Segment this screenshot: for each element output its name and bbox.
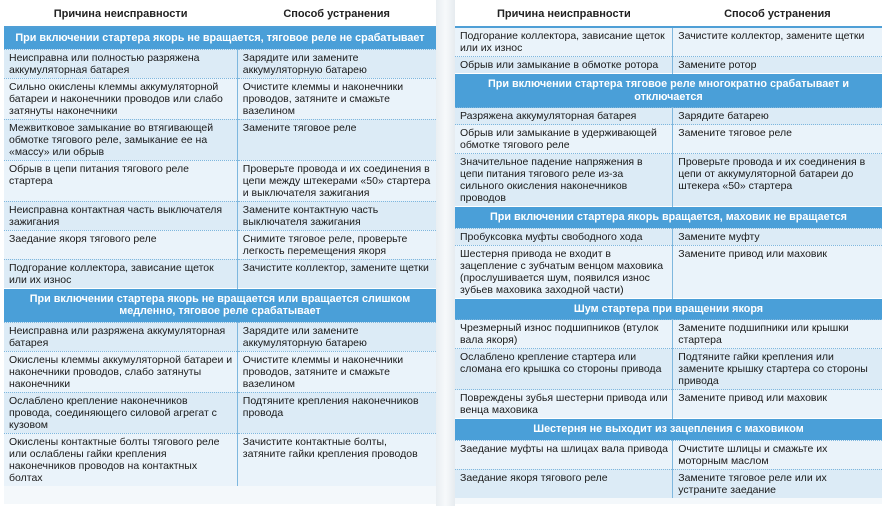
table-row — [4, 201, 436, 230]
cause-cell: Неисправна или разряжена аккумуляторная батарея — [4, 322, 237, 351]
table-row — [4, 49, 436, 78]
page-gutter — [436, 0, 455, 506]
header-cause: Причина неисправности — [455, 4, 673, 27]
table-row — [455, 125, 882, 154]
remedy-cell: Замените тяговое реле или их устраните заедание — [673, 469, 882, 498]
cause-cell: Повреждены зубья шестерни привода или венца маховика — [455, 390, 673, 419]
remedy-cell: Замените ротор — [673, 57, 882, 74]
cause-cell: Заедание якоря тягового реле — [455, 469, 673, 498]
left-troubleshooting-table — [4, 4, 436, 486]
cause-cell: Заедание муфты на шлицах вала привода — [455, 440, 673, 469]
remedy-cell: Замените тяговое реле — [673, 125, 882, 154]
remedy-cell: Зарядите или замените аккумуляторную батарею — [237, 322, 436, 351]
remedy-cell: Замените тяговое реле — [237, 119, 436, 160]
table-row — [4, 160, 436, 201]
cause-cell: Шестерня привода не входит в зацепление с зубчатым венцом маховика (прослушивается шум, появился износ зубьев маховика заходной части) — [455, 245, 673, 298]
header-remedy: Способ устранения — [673, 4, 882, 27]
section-title: Шум стартера при вращении якоря — [455, 298, 882, 320]
remedy-cell: Подтяните крепления наконечников провода — [237, 392, 436, 433]
table-row — [4, 78, 436, 119]
header-cause: Причина неисправности — [4, 4, 237, 27]
remedy-cell: Очистите клеммы и наконечники проводов, затяните и смажьте вазелином — [237, 78, 436, 119]
remedy-cell: Очистите клеммы и наконечники проводов, затяните и смажьте вазелином — [237, 351, 436, 392]
section-title: При включении стартера якорь не вращается, тяговое реле не срабатывает — [4, 27, 436, 49]
remedy-cell: Проверьте провода и их соединения в цепи между штекерами «50» стартера и выключателя зажигания — [237, 160, 436, 201]
table-row — [455, 469, 882, 498]
cause-cell: Подгорание коллектора, зависание щеток или их износ — [4, 259, 237, 288]
remedy-cell: Очистите шлицы и смажьте их моторным маслом — [673, 440, 882, 469]
right-table-panel — [455, 4, 882, 504]
section-heading — [455, 419, 882, 441]
table-row — [4, 392, 436, 433]
cause-cell: Пробуксовка муфты свободного хода — [455, 228, 673, 245]
section-heading — [455, 207, 882, 229]
cause-cell: Ослаблено крепление наконечников провода, соединяющего силовой агрегат с кузовом — [4, 392, 237, 433]
cause-cell: Заедание якоря тягового реле — [4, 230, 237, 259]
table-row — [455, 108, 882, 125]
cause-cell: Окислены контактные болты тягового реле или ослаблены гайки крепления наконечников проводов на контактных болтах — [4, 433, 237, 486]
section-title: Шестерня не выходит из зацепления с маховиком — [455, 419, 882, 441]
remedy-cell: Замените контактную часть выключателя зажигания — [237, 201, 436, 230]
table-row — [455, 154, 882, 207]
remedy-cell: Замените подшипники или крышки стартера — [673, 320, 882, 349]
cause-cell: Ослаблено крепление стартера или сломана его крышка со стороны привода — [455, 349, 673, 390]
remedy-cell: Зачистите коллектор, замените щетки — [673, 27, 882, 57]
table-row — [4, 230, 436, 259]
remedy-cell: Проверьте провода и их соединения в цепи от аккумуляторной батареи до штекера «50» стартера — [673, 154, 882, 207]
table-row — [4, 433, 436, 486]
cause-cell: Окислены клеммы аккумуляторной батареи и наконечники проводов, слабо затянуты наконечники — [4, 351, 237, 392]
remedy-cell: Зарядите батарею — [673, 108, 882, 125]
cause-cell: Разряжена аккумуляторная батарея — [455, 108, 673, 125]
table-row — [455, 27, 882, 57]
left-table-panel — [4, 4, 436, 504]
section-title: При включении стартера якорь вращается, маховик не вращается — [455, 207, 882, 229]
section-heading — [4, 288, 436, 322]
remedy-cell: Замените привод или маховик — [673, 245, 882, 298]
section-heading — [455, 298, 882, 320]
cause-cell: Подгорание коллектора, зависание щеток или их износ — [455, 27, 673, 57]
table-row — [4, 119, 436, 160]
cause-cell: Чрезмерный износ подшипников (втулок вала якоря) — [455, 320, 673, 349]
section-heading — [4, 27, 436, 49]
table-row — [4, 351, 436, 392]
remedy-cell: Подтяните гайки крепления или замените крышку стартера со стороны привода — [673, 349, 882, 390]
table-row — [455, 57, 882, 74]
remedy-cell: Зарядите или замените аккумуляторную батарею — [237, 49, 436, 78]
table-row — [455, 440, 882, 469]
table-row — [455, 228, 882, 245]
table-row — [455, 245, 882, 298]
section-title: При включении стартера якорь не вращается или вращается слишком медленно, тяговое реле срабатывает — [4, 288, 436, 322]
remedy-cell: Зачистите коллектор, замените щетки — [237, 259, 436, 288]
table-row — [455, 390, 882, 419]
cause-cell: Межвитковое замыкание во втягивающей обмотке тягового реле, замыкание ее на «массу» или обрыв — [4, 119, 237, 160]
remedy-cell: Замените привод или маховик — [673, 390, 882, 419]
cause-cell: Сильно окислены клеммы аккумуляторной батареи и наконечники проводов или слабо затянуты наконечники — [4, 78, 237, 119]
table-row — [4, 322, 436, 351]
remedy-cell: Замените муфту — [673, 228, 882, 245]
cause-cell: Обрыв или замыкание в удерживающей обмотке тягового реле — [455, 125, 673, 154]
table-row — [455, 349, 882, 390]
section-title: При включении стартера тяговое реле многократно срабатывает и отключается — [455, 74, 882, 108]
header-remedy: Способ устранения — [237, 4, 436, 27]
remedy-cell: Снимите тяговое реле, проверьте легкость перемещения якоря — [237, 230, 436, 259]
right-troubleshooting-table — [455, 4, 882, 498]
cause-cell: Обрыв в цепи питания тягового реле стартера — [4, 160, 237, 201]
cause-cell: Значительное падение напряжения в цепи питания тягового реле из-за сильного окисления наконечников проводов — [455, 154, 673, 207]
cause-cell: Неисправна контактная часть выключателя зажигания — [4, 201, 237, 230]
cause-cell: Обрыв или замыкание в обмотке ротора — [455, 57, 673, 74]
cause-cell: Неисправна или полностью разряжена аккумуляторная батарея — [4, 49, 237, 78]
remedy-cell: Зачистите контактные болты, затяните гайки крепления проводов — [237, 433, 436, 486]
table-row — [455, 320, 882, 349]
section-heading — [455, 74, 882, 108]
table-row — [4, 259, 436, 288]
